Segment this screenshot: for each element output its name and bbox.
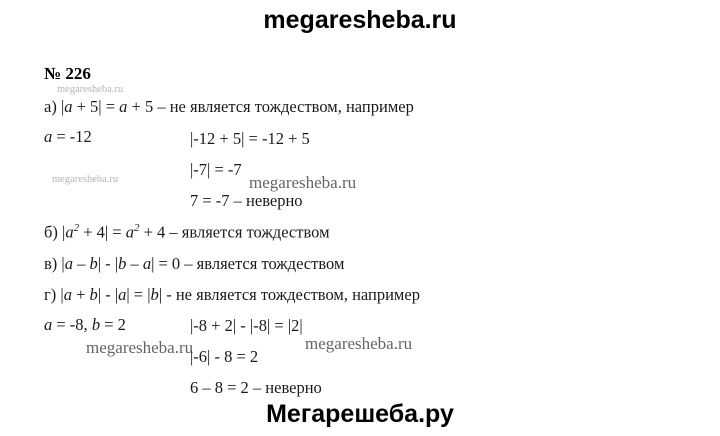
solution-line-g_statement: г) |a + b| - |a| = |b| - не является тождеством, например (44, 285, 420, 304)
solution-line-v_statement: в) |a – b| - |b – a| = 0 – является тождеством (44, 254, 345, 273)
solution-line-a_step3: 7 = -7 – неверно (190, 191, 303, 210)
solution-line-a_value: a = -12 (44, 127, 92, 146)
watermark: megaresheba.ru (249, 173, 357, 192)
watermark: megaresheba.ru (305, 334, 413, 353)
solution-line-g_value: a = -8, b = 2 (44, 315, 126, 334)
task-number: № 226 (44, 64, 91, 83)
solution-line-a_step1: |-12 + 5| = -12 + 5 (190, 129, 310, 148)
solution-line-g_step2: |-6| - 8 = 2 (190, 347, 259, 366)
site-brand-footer: Мегарешеба.ру (266, 400, 454, 428)
solution-line-a_step2: |-7| = -7 (190, 160, 242, 179)
watermark: megaresheba.ru (57, 84, 124, 95)
solution-line-g_step1: |-8 + 2| - |-8| = |2| (190, 316, 303, 335)
watermark: megaresheba.ru (86, 338, 194, 357)
solution-line-a_statement: а) |a + 5| = a + 5 – не является тождеством, например (44, 97, 414, 116)
site-brand-header: megaresheba.ru (263, 6, 457, 34)
watermark: megaresheba.ru (52, 174, 119, 185)
solution-line-g_step3: 6 – 8 = 2 – неверно (190, 378, 322, 397)
solution-line-b_statement: б) $|a^2 + 4| = a^2 + 4$ – является тождеством (44, 222, 330, 242)
